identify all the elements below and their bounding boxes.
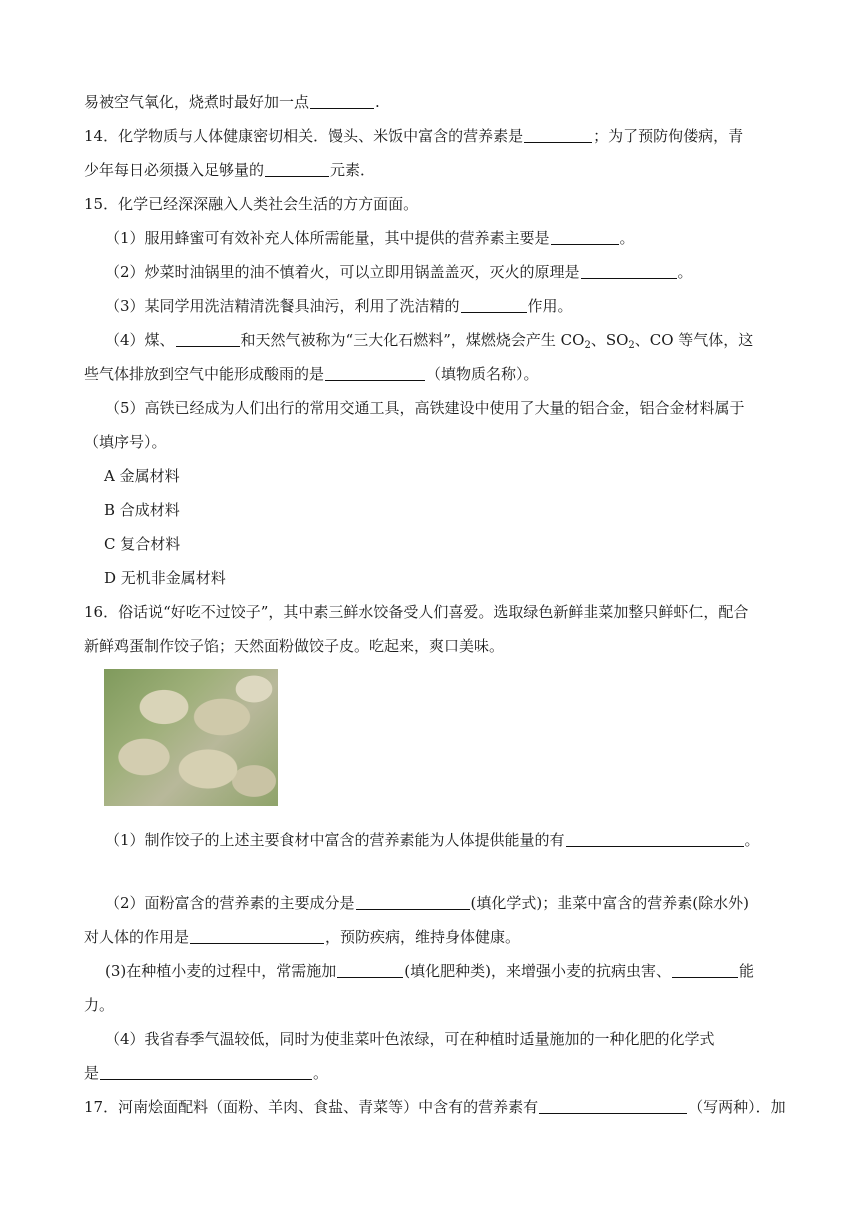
question-15-part-2: [105, 262, 780, 282]
text: A 金属材料: [104, 467, 180, 485]
question-16-part-3-cont: [84, 995, 780, 1015]
text: （2）面粉富含的营养素的主要成分是: [105, 894, 355, 912]
text: （3）某同学用洗洁精清洗餐具油污，利用了洗洁精的: [105, 297, 460, 315]
question-15-part-4-cont: [84, 364, 780, 384]
text: 力。: [84, 996, 115, 1014]
question-16-line-2: [84, 636, 780, 656]
text: 是: [84, 1064, 100, 1082]
answer-blank[interactable]: [310, 93, 374, 109]
question-16-part-4: [105, 1029, 780, 1049]
text: （1）制作饺子的上述主要食材中富含的营养素能为人体提供能量的有: [105, 831, 565, 849]
subscript: 2: [628, 340, 635, 351]
text: 对人体的作用是: [84, 928, 190, 946]
text: (填化学式)；韭菜中富含的营养素(除水外): [470, 894, 749, 912]
text: 易被空气氧化，烧煮时最好加一点: [84, 93, 310, 111]
text: (填化肥种类)，来增强小麦的抗病虫害、: [404, 962, 671, 980]
text: 16．俗话说“好吃不过饺子”，其中素三鲜水饺备受人们喜爱。选取绿色新鲜韭菜加整只鲜虾仁，配合: [84, 603, 749, 621]
question-16-part-3: [105, 961, 780, 981]
question-16-line-1: [84, 602, 780, 622]
text: 少年每日必须摄入足够量的: [84, 161, 265, 179]
question-15-part-4: [105, 330, 780, 350]
text: （填物质名称）。: [426, 365, 539, 383]
text: （填序号）。: [84, 433, 167, 451]
option-b[interactable]: [104, 500, 780, 520]
answer-blank[interactable]: [337, 962, 403, 978]
text: 。: [677, 263, 693, 281]
question-14-line-1: [84, 126, 780, 146]
option-c[interactable]: [104, 534, 780, 554]
text: （1）服用蜂蜜可有效补充人体所需能量，其中提供的营养素主要是: [105, 229, 550, 247]
text: （5）高铁已经成为人们出行的常用交通工具，高铁建设中使用了大量的铝合金，铝合金材料属于: [105, 399, 745, 417]
text: 、SO: [590, 331, 629, 349]
text: （4）我省春季气温较低，同时为使韭菜叶色浓绿，可在种植时适量施加的一种化肥的化学式: [105, 1030, 715, 1048]
line-oxidation: [84, 92, 780, 112]
answer-blank[interactable]: [461, 297, 527, 313]
answer-blank[interactable]: [672, 962, 738, 978]
text: （4）煤、: [105, 331, 175, 349]
question-16-part-4-cont: [84, 1063, 780, 1083]
answer-blank[interactable]: [176, 331, 240, 347]
answer-blank[interactable]: [190, 928, 324, 944]
text: ；为了预防佝偻病，青: [593, 127, 744, 145]
answer-blank[interactable]: [325, 365, 425, 381]
option-a[interactable]: [104, 466, 780, 486]
text: 。: [744, 831, 760, 849]
text: D 无机非金属材料: [104, 569, 226, 587]
text: 元素．: [330, 161, 376, 179]
text: 能: [738, 962, 754, 980]
question-16-part-2: [105, 893, 780, 913]
text: 、CO 等气体，这: [634, 331, 754, 349]
question-15-part-3: [105, 296, 780, 316]
text: 17．河南烩面配料（面粉、羊肉、食盐、青菜等）中含有的营养素有: [84, 1098, 539, 1116]
subscript: 2: [584, 340, 591, 351]
answer-blank[interactable]: [265, 161, 329, 177]
text: 。: [619, 229, 635, 247]
text: （2）炒菜时油锅里的油不慎着火，可以立即用锅盖盖灭，灭火的原理是: [105, 263, 580, 281]
question-17-line-1: [84, 1097, 786, 1117]
text: B 合成材料: [104, 501, 180, 519]
answer-blank[interactable]: [100, 1064, 312, 1080]
answer-blank[interactable]: [524, 127, 592, 143]
question-16-part-1: [105, 830, 780, 850]
text: 些气体排放到空气中能形成酸雨的是: [84, 365, 325, 383]
question-15-stem: [84, 194, 780, 214]
option-d[interactable]: [104, 568, 780, 588]
answer-blank[interactable]: [581, 263, 677, 279]
text: 新鲜鸡蛋制作饺子馅；天然面粉做饺子皮。吃起来，爽口美味。: [84, 637, 505, 655]
text: 14．化学物质与人体健康密切相关．馒头、米饭中富含的营养素是: [84, 127, 524, 145]
text: 15．化学已经深深融入人类社会生活的方方面面。: [84, 195, 419, 213]
question-15-part-5-cont: [84, 432, 780, 452]
question-15-part-1: [105, 228, 780, 248]
text: （写两种）．加: [688, 1098, 786, 1116]
text: ，预防疾病，维持身体健康。: [325, 928, 521, 946]
answer-blank[interactable]: [356, 894, 470, 910]
answer-blank[interactable]: [566, 831, 744, 847]
question-14-line-2: [84, 160, 780, 180]
question-15-part-5: [105, 398, 780, 418]
answer-blank[interactable]: [539, 1098, 687, 1114]
answer-blank[interactable]: [551, 229, 619, 245]
text: 作用。: [527, 297, 573, 315]
text: 。: [313, 1064, 329, 1082]
text: (3)在种植小麦的过程中，常需施加: [105, 962, 337, 980]
text: C 复合材料: [104, 535, 181, 553]
text: .: [375, 93, 380, 111]
dumpling-photo: [104, 669, 278, 806]
question-16-part-2-cont: [84, 927, 780, 947]
text: 和天然气被称为“三大化石燃料”，煤燃烧会产生 CO: [240, 331, 585, 349]
